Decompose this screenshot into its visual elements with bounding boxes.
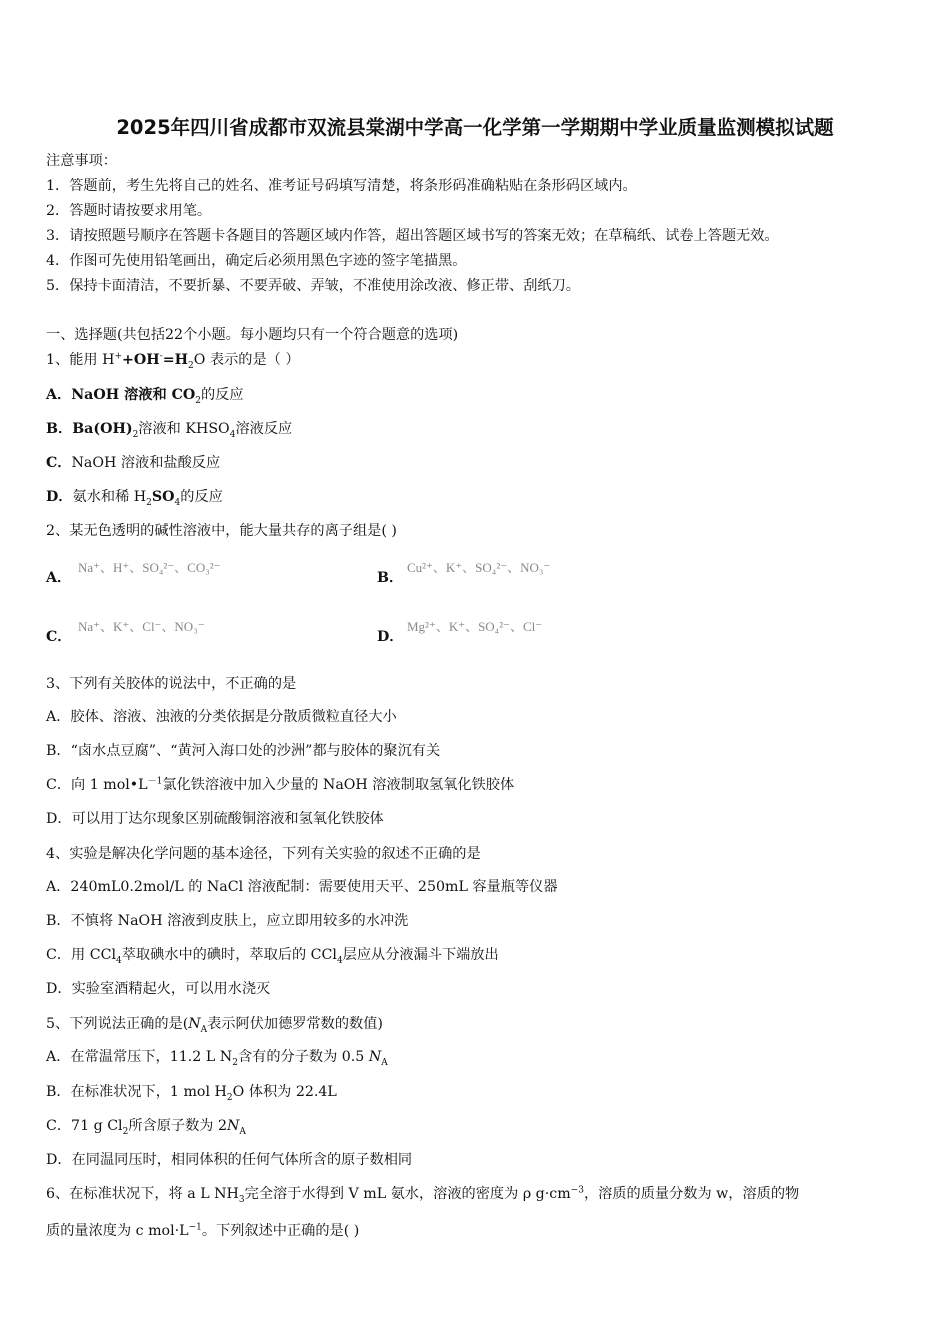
question-4-option-d[interactable]: D．实验室酒精起火，可以用水浇灭 bbox=[46, 981, 271, 997]
question-6-stem-line-2: 质的量浓度为 c $mol\cdot L^{-1}$。下列叙述中正确的是( ) bbox=[46, 1222, 360, 1239]
question-2-option-b-ions: Cu²⁺、K⁺、SO₄²⁻、NO₃⁻ bbox=[407, 560, 551, 575]
question-1-option-b[interactable]: B．$Ba(OH)_2$溶液和 $KHSO_4$溶液反应 bbox=[46, 421, 293, 440]
question-3-option-d[interactable]: D．可以用丁达尔现象区别硫酸铜溶液和氢氧化铁胶体 bbox=[46, 811, 384, 827]
question-6-stem-line-1: 6、在标准状况下，将 a L $NH_3$完全溶于水得到 V mL 氨水，溶液的密度为 ρ $g\cdot cm^{-3}$，溶质的质量分数为 w，溶质的物 bbox=[46, 1185, 800, 1205]
question-3-stem: 3、下列有关胶体的说法中，不正确的是 bbox=[46, 676, 297, 692]
question-2-option-a-ions: Na⁺、H⁺、SO₄²⁻、CO₃²⁻ bbox=[78, 560, 221, 575]
question-1-option-d[interactable]: D．氨水和稀 $H_2SO_4$的反应 bbox=[46, 489, 223, 508]
notice-item: 4．作图可先使用铅笔画出，确定后必须用黑色字迹的签字笔描黑。 bbox=[46, 253, 467, 269]
question-2-option-b-label[interactable]: B． bbox=[377, 570, 404, 586]
question-2-option-d-label[interactable]: D． bbox=[377, 629, 404, 645]
notice-heading: 注意事项： bbox=[46, 153, 117, 169]
question-4-option-c[interactable]: C．用 CCl$_4$萃取碘水中的碘时，萃取后的 CCl$_4$层应从分液漏斗下端放出 bbox=[46, 947, 499, 966]
question-2-option-a-label[interactable]: A． bbox=[46, 570, 72, 586]
notice-item: 1．答题前，考生先将自己的姓名、准考证号码填写清楚，将条形码准确粘贴在条形码区域内。 bbox=[46, 178, 637, 194]
question-4-option-b[interactable]: B．不慎将 NaOH 溶液到皮肤上，应立即用较多的水冲洗 bbox=[46, 913, 409, 929]
question-1-option-c[interactable]: C．NaOH 溶液和盐酸反应 bbox=[46, 455, 221, 471]
question-4-stem: 4、实验是解决化学问题的基本途径，下列有关实验的叙述不正确的是 bbox=[46, 846, 481, 862]
question-2-option-c-label[interactable]: C． bbox=[46, 629, 72, 645]
notice-item: 5．保持卡面清洁，不要折暴、不要弄破、弄皱，不准使用涂改液、修正带、刮纸刀。 bbox=[46, 278, 580, 294]
notice-item: 3．请按照题号顺序在答题卡各题目的答题区域内作答，超出答题区域书写的答案无效；在草稿纸、试卷上答题无效。 bbox=[46, 228, 779, 244]
page-title: 2025年四川省成都市双流县棠湖中学高一化学第一学期期中学业质量监测模拟试题 bbox=[116, 116, 834, 139]
question-3-option-b[interactable]: B．“卤水点豆腐”、“黄河入海口处的沙洲”都与胶体的聚沉有关 bbox=[46, 743, 441, 759]
question-3-option-a[interactable]: A．胶体、溶液、浊液的分类依据是分散质微粒直径大小 bbox=[46, 709, 397, 725]
question-2-stem: 2、某无色透明的碱性溶液中，能大量共存的离子组是( ) bbox=[46, 523, 397, 539]
notice-item: 2．答题时请按要求用笔。 bbox=[46, 203, 212, 219]
question-2-option-c-ions: Na⁺、K⁺、Cl⁻、NO₃⁻ bbox=[78, 619, 205, 634]
question-3-option-c[interactable]: C．向 1 $mol•L^{-1}$氯化铁溶液中加入少量的 NaOH 溶液制取氢氧化铁胶体 bbox=[46, 776, 515, 793]
question-5-stem: 5、下列说法正确的是($N_A$表示阿伏加德罗常数的数值) bbox=[46, 1016, 383, 1035]
question-4-option-a[interactable]: A．240mL0.2mol/L 的 NaCl 溶液配制：需要使用天平、250mL 容量瓶等仪器 bbox=[46, 879, 558, 895]
question-5-option-d[interactable]: D．在同温同压时，相同体积的任何气体所含的原子数相同 bbox=[46, 1152, 413, 1168]
question-5-option-b[interactable]: B．在标准状况下，1 mol $H_2O$ 体积为 22.4L bbox=[46, 1084, 337, 1103]
question-1-stem: 1、能用 $H^++OH^-=H_2O$ 表示的是（ ） bbox=[46, 351, 300, 371]
section-heading: 一、选择题(共包括22个小题。每小题均只有一个符合题意的选项) bbox=[46, 327, 459, 343]
question-1-option-a[interactable]: A．NaOH 溶液和 $CO_2$的反应 bbox=[46, 387, 244, 406]
question-5-option-c[interactable]: C．71 g $Cl_2$所含原子数为 $2N_A$ bbox=[46, 1118, 246, 1137]
question-2-option-d-ions: Mg²⁺、K⁺、SO₄²⁻、Cl⁻ bbox=[407, 619, 543, 634]
question-5-option-a[interactable]: A．在常温常压下，11.2 L $N_2$含有的分子数为 0.5 $N_A$ bbox=[46, 1049, 388, 1068]
